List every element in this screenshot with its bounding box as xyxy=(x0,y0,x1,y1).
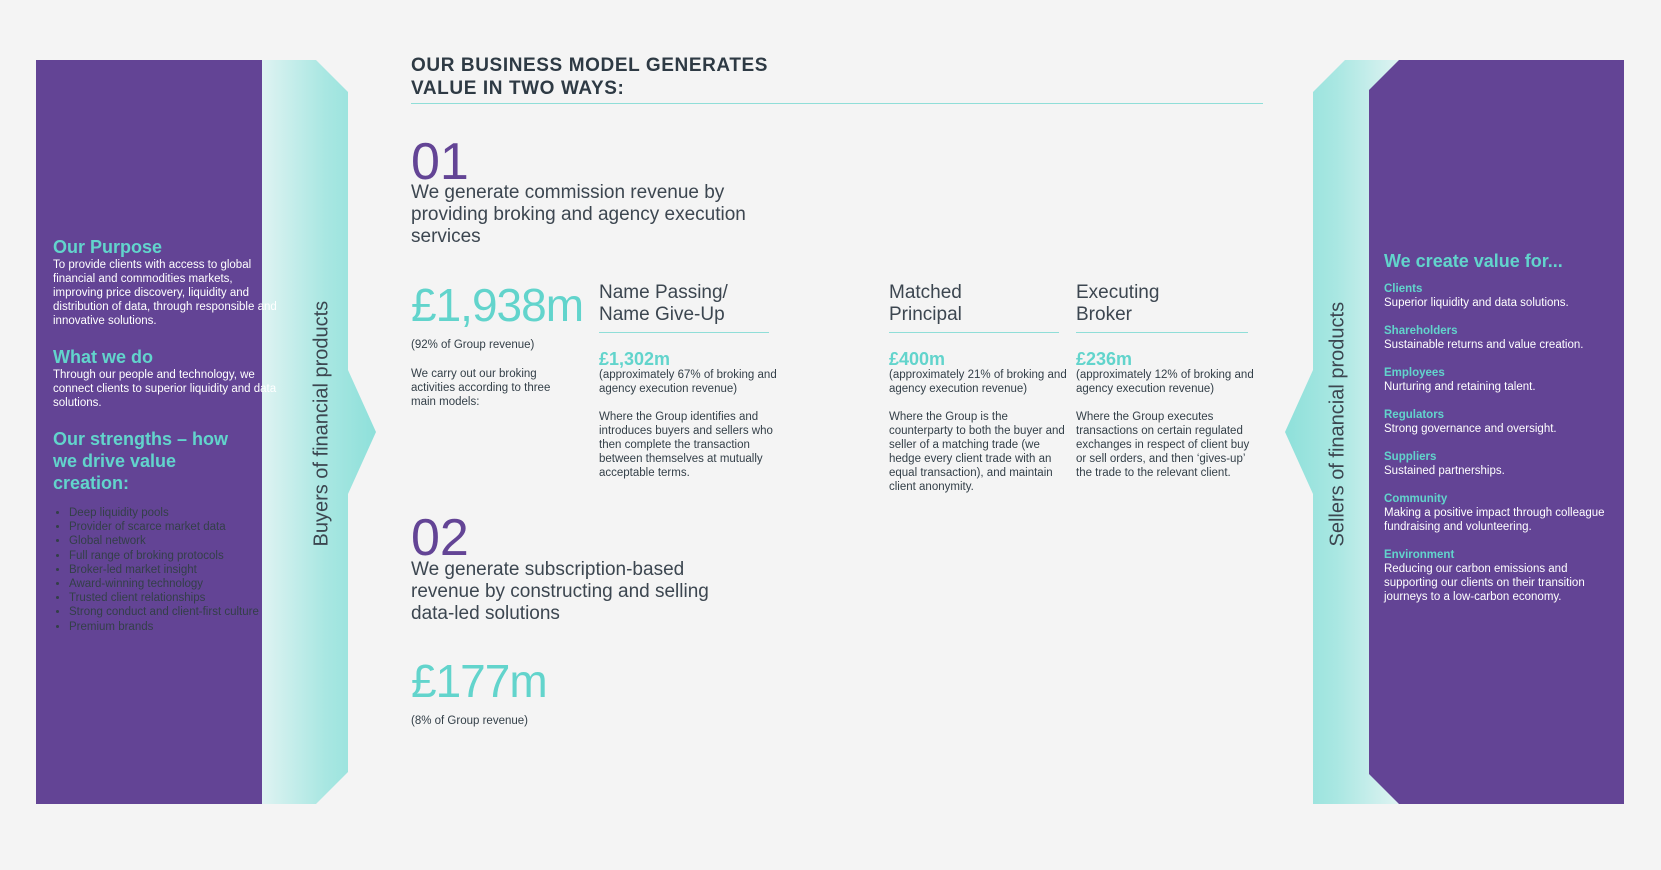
stakeholder-label: Clients xyxy=(1384,283,1423,295)
strength-item: • Award-winning technology xyxy=(69,577,278,591)
strengths-heading: Our strengths – how we drive value creation: xyxy=(53,429,229,493)
model-title: Name Passing/ Name Give-Up xyxy=(599,282,728,325)
section-01-number: 01 xyxy=(411,133,469,191)
model-title: Matched Principal xyxy=(889,282,962,325)
right-panel-content xyxy=(1384,250,1614,618)
stakeholder-item xyxy=(1384,282,1614,310)
strength-item: • Trusted client relationships xyxy=(69,591,278,605)
model-title: Executing Broker xyxy=(1076,282,1160,325)
section-02-share: (8% of Group revenue) xyxy=(411,715,528,727)
stakeholder-text: Making a positive impact through colleague fundraising and volunteering. xyxy=(1384,507,1605,533)
stakeholder-item xyxy=(1384,366,1614,394)
stakeholder-item xyxy=(1384,450,1614,478)
model-divider xyxy=(889,332,1059,333)
stakeholder-label: Shareholders xyxy=(1384,325,1458,337)
stakeholder-item xyxy=(1384,408,1614,436)
section-02-text: We generate subscription-based revenue by constructing and selling data-led solutions xyxy=(411,559,709,624)
heading-divider xyxy=(411,103,1263,104)
stakeholder-text: Reducing our carbon emissions and supporting our clients on their transition journeys to a low-carbon economy. xyxy=(1384,563,1585,603)
model-amount: £236m xyxy=(1076,349,1133,369)
left-panel-content xyxy=(53,236,278,652)
what-we-do-block xyxy=(53,346,278,410)
stakeholder-item xyxy=(1384,324,1614,352)
strength-item: • Strong conduct and client-first culture xyxy=(69,605,278,619)
stakeholder-label: Regulators xyxy=(1384,409,1445,421)
stakeholder-text: Strong governance and oversight. xyxy=(1384,423,1557,435)
page-title-line: VALUE IN TWO WAYS: xyxy=(411,78,625,99)
model-amount: £400m xyxy=(889,349,946,369)
section-02-number: 02 xyxy=(411,509,469,567)
stakeholder-item xyxy=(1384,548,1614,604)
stakeholder-text: Nurturing and retaining talent. xyxy=(1384,381,1536,393)
section-02-amount: £177m xyxy=(411,655,547,707)
what-we-do-heading: What we do xyxy=(53,347,153,367)
value-for-heading: We create value for... xyxy=(1384,251,1563,271)
model-share: (approximately 21% of broking and agency execution revenue) xyxy=(889,369,1067,395)
section-01-description: We carry out our broking activities according to three main models: xyxy=(411,368,551,408)
page-title xyxy=(411,54,831,100)
strength-item: • Premium brands xyxy=(69,620,278,634)
what-we-do-text: Through our people and technology, we connect clients to superior liquidity and data solutions. xyxy=(53,369,277,409)
model-description: Where the Group executes transactions on certain regulated exchanges in respect of client buy or sell orders, and then ‘gives-up’ the trade to the relevant client. xyxy=(1076,411,1250,479)
stakeholder-text: Sustainable returns and value creation. xyxy=(1384,339,1584,351)
stakeholder-label: Environment xyxy=(1384,549,1455,561)
stakeholder-text: Sustained partnerships. xyxy=(1384,465,1505,477)
strengths-list xyxy=(53,506,278,634)
strengths-block xyxy=(53,428,278,634)
section-01-share: (92% of Group revenue) xyxy=(411,339,535,351)
stakeholder-label: Suppliers xyxy=(1384,451,1437,463)
model-share: (approximately 12% of broking and agency execution revenue) xyxy=(1076,369,1254,395)
purpose-text: To provide clients with access to global financial and commodities markets, improving price discovery, liquidity and distribution of data, through responsible and innovative solutions. xyxy=(53,259,277,327)
model-description: Where the Group is the counterparty to both the buyer and seller of a matching trade (we hedge every client trade with an equal transaction), and maintain client anonymity. xyxy=(889,411,1065,493)
buyers-vertical-label: Buyers of financial products xyxy=(310,300,333,547)
purpose-heading: Our Purpose xyxy=(53,237,163,257)
page-title-line: OUR BUSINESS MODEL GENERATES xyxy=(411,55,769,76)
stakeholder-text: Superior liquidity and data solutions. xyxy=(1384,297,1569,309)
stakeholder-label: Employees xyxy=(1384,367,1445,379)
model-description: Where the Group identifies and introduces buyers and sellers who then complete the transaction between themselves at mutually acceptable terms. xyxy=(599,411,773,479)
strength-item: • Broker-led market insight xyxy=(69,563,278,577)
model-divider xyxy=(599,332,769,333)
section-01-text: We generate commission revenue by providing broking and agency execution services xyxy=(411,182,746,247)
section-01-amount: £1,938m xyxy=(411,279,584,331)
stakeholder-item xyxy=(1384,492,1614,534)
strength-item: • Provider of scarce market data xyxy=(69,520,278,534)
purpose-block xyxy=(53,236,278,328)
model-amount: £1,302m xyxy=(599,349,671,369)
strength-item: • Deep liquidity pools xyxy=(69,506,278,520)
model-share: (approximately 67% of broking and agency execution revenue) xyxy=(599,369,777,395)
model-divider xyxy=(1076,332,1248,333)
strength-item: • Global network xyxy=(69,534,278,548)
strength-item: • Full range of broking protocols xyxy=(69,549,278,563)
sellers-vertical-label: Sellers of financial products xyxy=(1326,301,1349,547)
stakeholder-label: Community xyxy=(1384,493,1448,505)
